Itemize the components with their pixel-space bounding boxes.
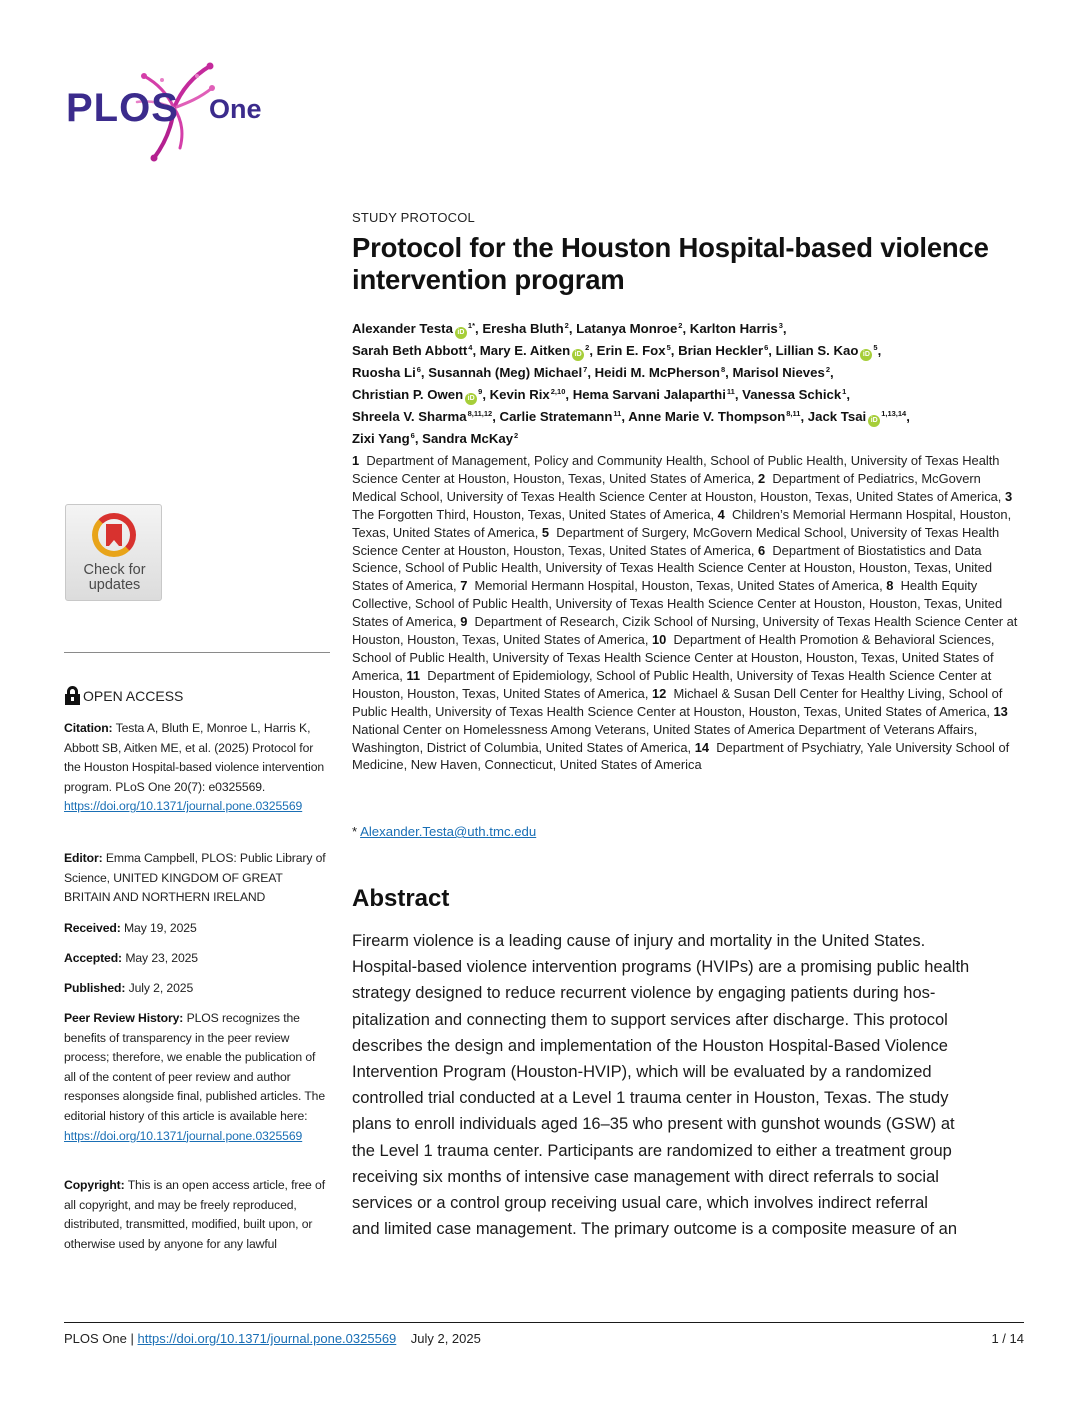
open-lock-icon xyxy=(64,686,81,706)
author-list: Alexander Testa $iD^{1*}$, Eresha Bluth$^2$, Latanya Monroe$^2$, Karlton Harris$^3$, Sarah Beth Abbott$^4$, Mary E. Aitken $iD^2$, Erin E. Fox$^5$, Brian Heckler$^6$, Lillian S. Kao $iD^5$, Ruosha Li$^6$, Susannah (Meg) Michael$^7$, Heidi M. McPherson$^8$, Marisol Nieves$^2$, Christian P. Owen $iD^9$, Kevin Rix$^{2,10}$, Hema Sarvani Jalaparthi$^{11}$, Vanessa Schick$^1$, Shreela V. Sharma$^{8,11,12}$, Carlie Stratemann$^{11}$, Anne Marie V. Thompson$^{8,11}$, Jack Tsai iD$^{1,13,14}$, Zixi Yang$^6$, Sandra McKay$^2$ xyxy=(352,321,910,446)
author-affiliation-ref: 6 xyxy=(764,343,769,352)
author-name: Lillian S. Kao xyxy=(775,343,859,358)
plos-one-logo[interactable] xyxy=(62,58,282,168)
author-affiliation-ref: 5 xyxy=(873,343,878,352)
orcid-icon[interactable]: iD xyxy=(868,415,880,427)
abstract-line: Hospital-based violence intervention programs (HVIPs) are a promising public health xyxy=(352,958,970,977)
affiliation-number: 10 xyxy=(651,632,667,648)
author-name: Hema Sarvani Jalaparthi xyxy=(572,386,726,402)
copyright-block: Copyright: This is an open access article, free of all copyright, and may be freely reproduced, distributed, transmitted, modified, built upon, or otherwise used by anyone for any lawful xyxy=(64,1178,325,1251)
affiliation-text: Department of Research, Cizik School of Nursing, University of Texas Health Science Center at Houston, Houston, Texas, United States of America, xyxy=(352,614,1018,648)
author-name: Vanessa Schick xyxy=(742,386,842,402)
author-affiliation-ref: 1 xyxy=(842,386,847,396)
logo-one-text: One xyxy=(209,94,262,124)
citation-block: Citation: Testa A, Bluth E, Monroe L, Harris K, Abbott SB, Aitken ME, et al. (2025) Protocol for the Houston Hospital-based violence intervention program. PLoS One 20(7): e0325569. https://doi.org/10.1371/journal.pone.0325569 xyxy=(64,721,325,814)
affiliation-number: 3 xyxy=(1004,488,1013,504)
open-access-label: OPEN ACCESS xyxy=(83,688,184,704)
affiliation-number: 1 xyxy=(352,453,360,468)
abstract-line: controlled trial conducted at a Level 1 trauma center in Houston, Texas. The study xyxy=(352,1089,949,1108)
author-name: Marisol Nieves xyxy=(732,365,825,380)
open-access-badge xyxy=(64,686,183,706)
author-affiliation-ref: 4 xyxy=(468,343,473,352)
affiliation-text: Memorial Hermann Hospital, Houston, Texas, United States of America, xyxy=(467,578,887,594)
author-name: Eresha Bluth xyxy=(482,321,564,336)
orcid-icon[interactable]: iD xyxy=(860,349,872,361)
bookmark-icon xyxy=(106,524,122,546)
sidebar-divider xyxy=(64,652,330,653)
author-name: Sarah Beth Abbott xyxy=(352,343,468,358)
affiliation-number: 8 xyxy=(886,578,894,594)
check-for-updates-label: Check for updates xyxy=(83,562,146,593)
author-name: Ruosha Li xyxy=(352,365,416,380)
abstract-line: the Level 1 trauma center. Participants are randomized to either a treatment group xyxy=(352,1141,952,1160)
author-name: Carlie Stratemann xyxy=(499,408,613,424)
check-for-updates-button[interactable] xyxy=(65,504,162,601)
abstract-line: describes the design and implementation of the Houston Hospital-Based Violence xyxy=(352,1036,948,1055)
affiliation-text: Children’s Memorial Hermann Hospital, Houston, Texas, United States of America, xyxy=(352,506,1012,540)
orcid-icon[interactable]: iD xyxy=(455,327,467,339)
author-name: Zixi Yang xyxy=(352,430,410,446)
affiliation-number: 5 xyxy=(541,524,550,540)
accepted-date: Accepted: May 23, 2025 xyxy=(64,951,198,965)
author-name: Heidi M. McPherson xyxy=(594,365,720,380)
author-name: Mary E. Aitken xyxy=(479,343,571,358)
abstract-line: strategy designed to reduce recurrent violence by engaging patients during hos- xyxy=(352,984,936,1003)
page-footer xyxy=(64,1331,1024,1346)
footer-divider xyxy=(64,1322,1024,1323)
abstract-line: services or a control group receiving usual care, which involves indirect referral xyxy=(352,1194,928,1213)
author-affiliation-ref: 2,10 xyxy=(550,386,566,396)
author-affiliation-ref: 11 xyxy=(726,386,735,396)
affiliation-number: 9 xyxy=(460,614,468,630)
author-name: Susannah (Meg) Michael xyxy=(428,365,583,380)
affiliation-text: Department of Biostatistics and Data Science, School of Public Health, University of Texas Health Science Center at Houston, Houston, Texas, United States of America, xyxy=(352,542,993,594)
author-name: Kevin Rix xyxy=(489,386,550,402)
abstract-heading: Abstract xyxy=(352,885,450,912)
author-affiliation-ref: 8 xyxy=(720,365,726,374)
author-affiliation-ref: 2 xyxy=(585,343,590,352)
corresponding-email-link[interactable]: Alexander.Testa@uth.tmc.edu xyxy=(360,824,537,839)
affiliation-number: 14 xyxy=(694,739,710,755)
abstract-line: Firearm violence is a leading cause of injury and mortality in the United States. xyxy=(352,932,926,950)
author-affiliation-ref: 1,13,14 xyxy=(881,408,907,418)
affiliation-text: Health Equity Collective, School of Public Health, University of Texas Health Science Center at Houston, Houston, Texas, United States of America, xyxy=(352,578,1003,630)
author-affiliation-ref: 8,11 xyxy=(786,408,801,418)
affiliation-number: 12 xyxy=(651,685,667,701)
author-name: Jack Tsai xyxy=(807,408,867,424)
affiliation-number: 11 xyxy=(406,667,421,683)
footer-date: July 2, 2025 xyxy=(410,1331,481,1346)
author-affiliation-ref: 1* xyxy=(467,321,475,330)
author-name: Shreela V. Sharma xyxy=(352,408,467,424)
author-affiliation-ref: 2 xyxy=(564,321,569,330)
page-number: 1 / 14 xyxy=(991,1331,1024,1346)
affiliation-number: 7 xyxy=(460,578,468,594)
logo-plos-text: PLOS xyxy=(66,86,179,130)
citation-doi-link[interactable]: https://doi.org/10.1371/journal.pone.0325569 xyxy=(64,799,303,814)
affiliation-number: 2 xyxy=(758,470,766,486)
affiliation-text: Department of Pediatrics, McGovern Medical School, University of Texas Health Science Center at Houston, Houston, Texas, United States of America, xyxy=(352,470,1005,504)
author-name: Sandra McKay xyxy=(422,430,514,446)
author-affiliation-ref: 7 xyxy=(583,365,588,374)
affiliation-text: Department of Surgery, McGovern Medical School, University of Texas Health Science Center at Houston, Houston, Texas, United States of America, xyxy=(352,524,1000,558)
author-name: Erin E. Fox xyxy=(596,343,666,358)
author-affiliation-ref: 6 xyxy=(416,365,421,374)
author-name: Anne Marie V. Thompson xyxy=(628,408,786,424)
abstract-line: Intervention Program (Houston-HVIP), which will be evaluated by a randomized xyxy=(352,1063,932,1082)
author-name: Karlton Harris xyxy=(689,321,778,336)
orcid-icon[interactable]: iD xyxy=(465,393,477,405)
affiliation-number: 6 xyxy=(758,542,766,558)
abstract-line: pitalization and connecting them to support services after discharge. This protocol xyxy=(352,1010,948,1029)
orcid-icon[interactable]: iD xyxy=(572,349,584,361)
affiliation-text: Michael & Susan Dell Center for Healthy Living, School of Public Health, University of Texas Health Science Center at Houston, Houston, Texas, United States of America, xyxy=(352,685,1003,719)
footer-journal: PLOS One xyxy=(64,1331,127,1346)
author-name: Latanya Monroe xyxy=(576,321,678,336)
author-affiliation-ref: 8,11,12 xyxy=(467,408,493,418)
affiliation-list xyxy=(352,452,1028,774)
affiliation-number: 4 xyxy=(717,506,725,522)
author-name: Christian P. Owen xyxy=(352,386,464,402)
author-affiliation-ref: 2 xyxy=(514,430,519,440)
editor-block: Editor: Emma Campbell, PLOS: Public Library of Science, UNITED KINGDOM OF GREAT BRITAIN AND NORTHERN IRELAND xyxy=(64,851,326,905)
author-affiliation-ref: 11 xyxy=(613,408,622,418)
peer-review-block: Peer Review History: PLOS recognizes the benefits of transparency in the peer review process; therefore, we enable the publication of all of the content of peer review and author responses alongside final, published articles. The editorial history of this article is available here: https://doi.org/10.1371/journal.pone.0325569 xyxy=(64,1011,326,1143)
abstract-text xyxy=(352,928,1028,1242)
affiliation-text: National Center on Homelessness Among Veterans, United States of America Department of Veterans Affairs, Washington, District of Columbia, United States of America, xyxy=(352,703,1012,755)
published-date: Published: July 2, 2025 xyxy=(64,981,194,995)
article-type: STUDY PROTOCOL xyxy=(352,210,475,225)
article-title: Protocol for the Houston Hospital-based violence intervention program xyxy=(352,232,989,295)
author-affiliation-ref: 6 xyxy=(410,430,415,440)
author-affiliation-ref: 9 xyxy=(478,386,483,396)
affiliation-text: Department of Epidemiology, School of Public Health, University of Texas Health Science Center at Houston, Houston, Texas, United States of America, xyxy=(352,667,992,701)
abstract-line: and limited case management. The primary outcome is a composite measure of an xyxy=(352,1220,957,1239)
author-affiliation-ref: 2 xyxy=(825,365,830,374)
footer-separator: | xyxy=(130,1331,134,1346)
affiliation-text: Department of Management, Policy and Community Health, School of Public Health, University of Texas Health Science Center at Houston, Houston, Texas, United States of America, xyxy=(352,453,1000,486)
abstract-line: receiving six months of intensive case management with direct referrals to social xyxy=(352,1167,939,1186)
footer-doi-link[interactable]: https://doi.org/10.1371/journal.pone.0325569 xyxy=(137,1331,397,1346)
affiliation-text: Department of Psychiatry, Yale University School of Medicine, New Haven, Connecticut, United States of America xyxy=(352,739,1010,773)
corresponding-author: * Alexander.Testa@uth.tmc.edu xyxy=(352,824,537,839)
peer-review-doi-link[interactable]: https://doi.org/10.1371/journal.pone.0325569 xyxy=(64,1128,303,1143)
abstract-line: plans to enroll individuals aged 16–35 who present with gunshot wounds (GSW) at xyxy=(352,1115,955,1134)
received-date: Received: May 19, 2025 xyxy=(64,921,197,935)
author-name: Brian Heckler xyxy=(678,343,764,358)
affiliation-text: Department of Health Promotion & Behavioral Sciences, School of Public Health, University of Texas Health Science Center at Houston, Houston, Texas, United States of America, xyxy=(352,632,995,683)
author-affiliation-ref: 5 xyxy=(666,343,671,352)
affiliation-text: The Forgotten Third, Houston, Texas, United States of America, xyxy=(352,488,1016,522)
affiliation-number: 13 xyxy=(993,703,1008,719)
author-affiliation-ref: 2 xyxy=(678,321,683,330)
author-affiliation-ref: 3 xyxy=(778,321,783,330)
author-name: Alexander Testa xyxy=(352,321,453,336)
